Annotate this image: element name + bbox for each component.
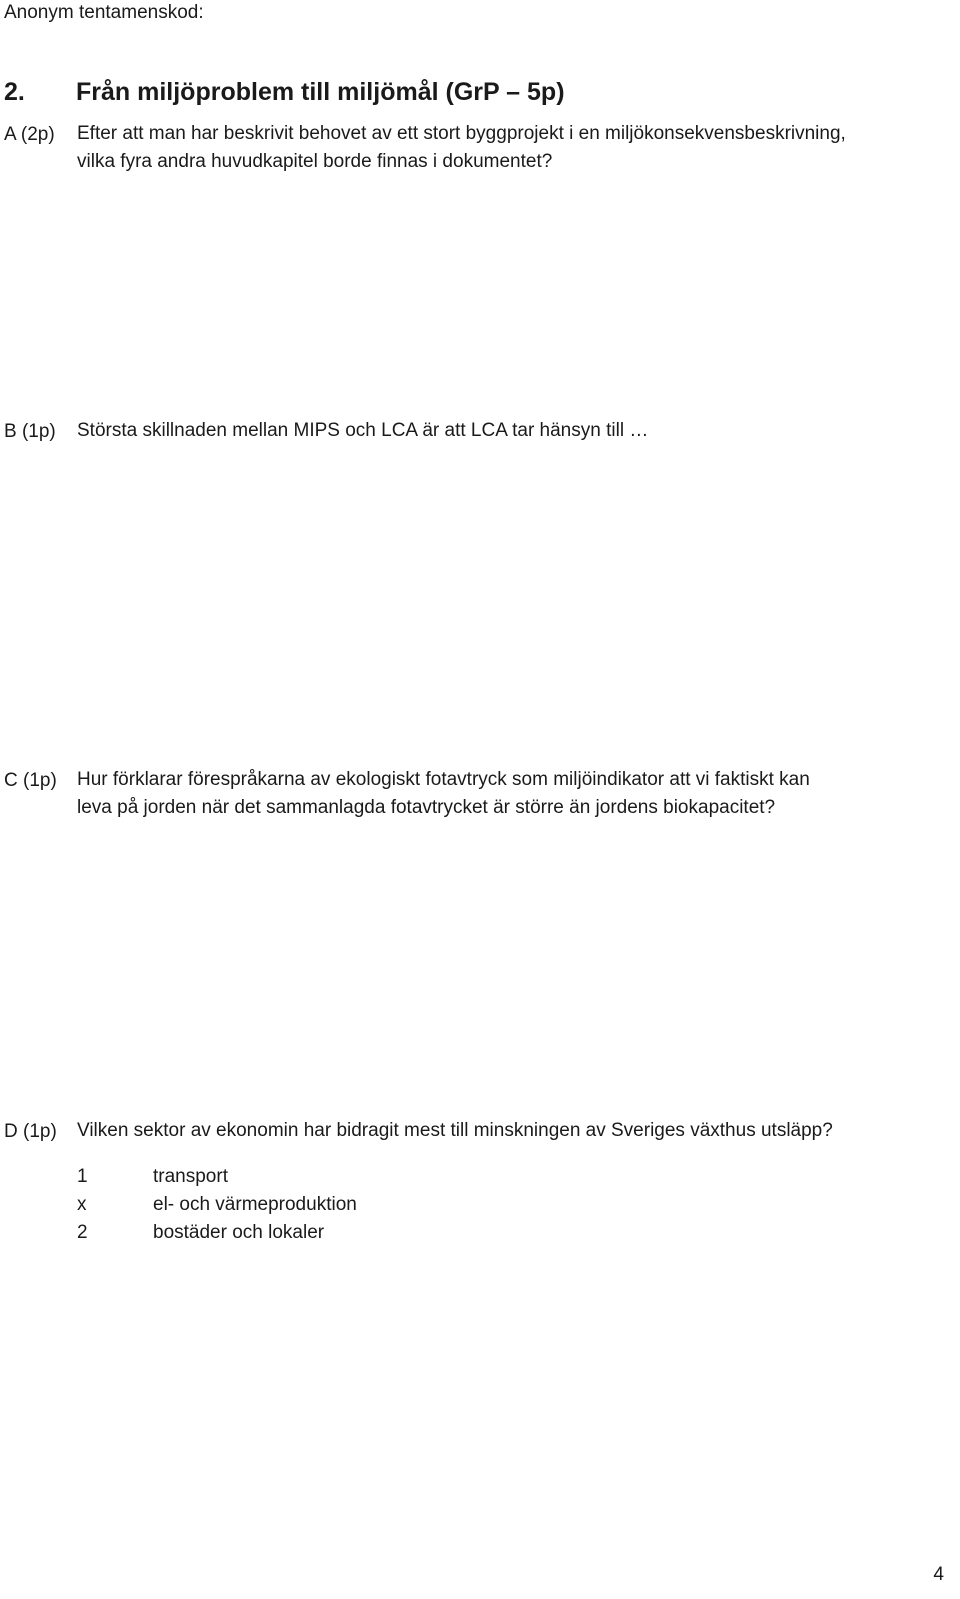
section-title-text: Från miljöproblem till miljömål (GrP – 5p) bbox=[76, 78, 565, 106]
question-a-label: A (2p) bbox=[4, 124, 55, 145]
question-c-line-2: leva på jorden när det sammanlagda fotavtrycket är större än jordens biokapacitet? bbox=[77, 797, 776, 818]
section-number: 2. bbox=[4, 78, 25, 106]
option-key: x bbox=[77, 1194, 87, 1215]
page-number: 4 bbox=[933, 1564, 944, 1585]
question-b-line-1: Största skillnaden mellan MIPS och LCA är att LCA tar hänsyn till … bbox=[77, 420, 649, 441]
question-c-line-1: Hur förklarar förespråkarna av ekologiskt fotavtryck som miljöindikator att vi faktiskt kan bbox=[77, 769, 810, 790]
option-key: 1 bbox=[77, 1166, 88, 1187]
option-key: 2 bbox=[77, 1222, 88, 1243]
option-text: bostäder och lokaler bbox=[153, 1222, 325, 1243]
question-d-label: D (1p) bbox=[4, 1121, 57, 1142]
option-text: transport bbox=[153, 1166, 228, 1187]
question-b-label: B (1p) bbox=[4, 421, 56, 442]
question-d-text bbox=[77, 1117, 833, 1145]
question-a-line-1: Efter att man har beskrivit behovet av ett stort byggprojekt i en miljökonsekvensbeskrivning, bbox=[77, 123, 846, 144]
anonymous-exam-code-label: Anonym tentamenskod: bbox=[4, 2, 204, 23]
question-d-line-1: Vilken sektor av ekonomin har bidragit mest till minskningen av Sveriges växthus utsläpp? bbox=[77, 1120, 833, 1141]
option-text: el- och värmeproduktion bbox=[153, 1194, 357, 1215]
question-a-text bbox=[77, 120, 846, 176]
question-b-text bbox=[77, 417, 648, 445]
question-c-label: C (1p) bbox=[4, 770, 57, 791]
question-a-line-2: vilka fyra andra huvudkapitel borde finnas i dokumentet? bbox=[77, 151, 553, 172]
question-c-text bbox=[77, 766, 810, 822]
section-title bbox=[4, 78, 565, 107]
